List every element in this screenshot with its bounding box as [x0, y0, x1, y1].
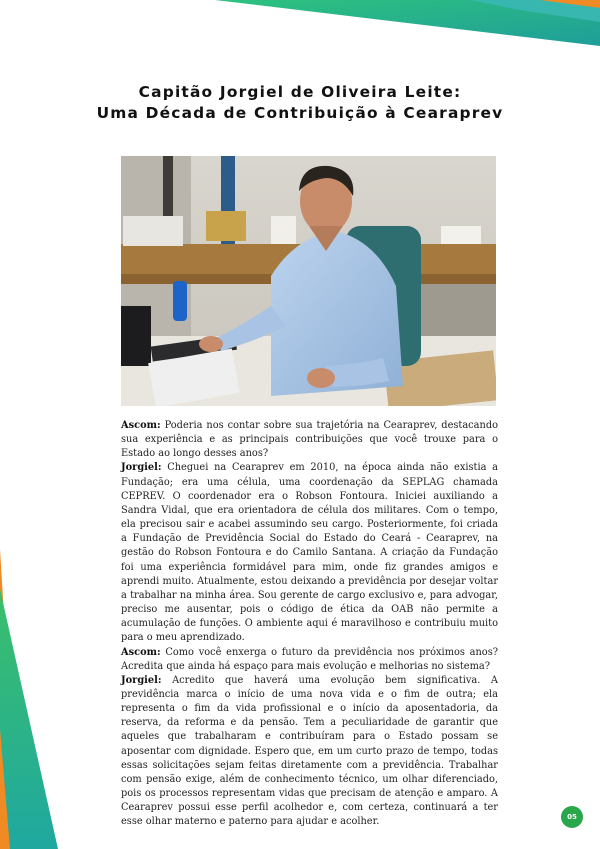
- speaker-label: Jorgiel:: [121, 462, 162, 474]
- paragraph-text: Como você enxerga o futuro da previdência nos próximos anos? Acredita que ainda há espaço para mais evolução e melhorias no sistema?: [121, 646, 498, 672]
- page-number-badge: 05: [561, 806, 583, 828]
- interview-paragraph: [121, 674, 498, 830]
- paragraph-text: Poderia nos contar sobre sua trajetória na Cearaprev, destacando sua experiência e as principais contribuições que você trouxe para o Estado ao longo desses anos?: [121, 420, 498, 460]
- interview-paragraph: [121, 419, 498, 461]
- paragraph-text: Acredito que haverá uma evolução bem significativa. A previdência marca o início de uma nova vida e o fim de outra; ela representa o fim da vida profissional e o início da aposentadoria, da reserva, da reforma e da pensão. Tem a peculiaridade de garantir que aqueles que trabalharam e contribuíram para o Estado possam se aposentar com dignidade. Espero que, em um curto prazo de tempo, todas essas solicitações sejam feitas diretamente com a previdência. Trabalhar com pensão exige, além de conhecimento técnico, um olhar diferenciado, pois os processos representam vidas que precisam de atenção e amparo. A Cearaprev possui esse perfil acolhedor e, com certeza, continuará a ter esse olhar materno e paterno para ajudar e acolher.: [121, 674, 498, 828]
- speaker-label: Ascom:: [121, 420, 161, 431]
- interview-text: [121, 419, 498, 830]
- article-title: [60, 82, 540, 124]
- interview-photo: [121, 156, 496, 406]
- interview-paragraph: [121, 646, 498, 674]
- article-title-line-2: Uma Década de Contribuição à Cearaprev: [96, 104, 504, 122]
- interview-paragraph: [121, 461, 498, 645]
- paragraph-text: Cheguei na Cearaprev em 2010, na época ainda não existia a Fundação; era uma célula, uma coordenação da SEPLAG chamada CEPREV. O coordenador era o Robson Fontoura. Iniciei auxiliando a Sandra Vidal, que era orientadora de célula dos militares. Com o tempo, ela precisou sair e acabei assumindo seu cargo. Posteriormente, foi criada a Fundação de Previdência Social do Estado do Ceará - Cearaprev, na gestão do Robson Fontoura e do Camilo Santana. A criação da Fundação foi uma experiência formidável para mim, onde fiz grandes amigos e aprendi muito. Atualmente, estou deixando a previdência por desejar voltar a trabalhar na minha área. Sou gerente de cargo exclusivo e, para advogar, preciso me ausentar, pois o código de ética da OAB não permite a acumulação de funções. O ambiente aqui é maravilhoso e contribuiu muito para o meu aprendizado.: [121, 462, 498, 644]
- speaker-label: Ascom:: [121, 646, 161, 658]
- article-title-line-1: Capitão Jorgiel de Oliveira Leite:: [138, 83, 462, 101]
- speaker-label: Jorgiel:: [121, 674, 162, 686]
- decorative-top-stripes: [0, 0, 600, 60]
- decorative-bottom-stripes: [0, 549, 80, 849]
